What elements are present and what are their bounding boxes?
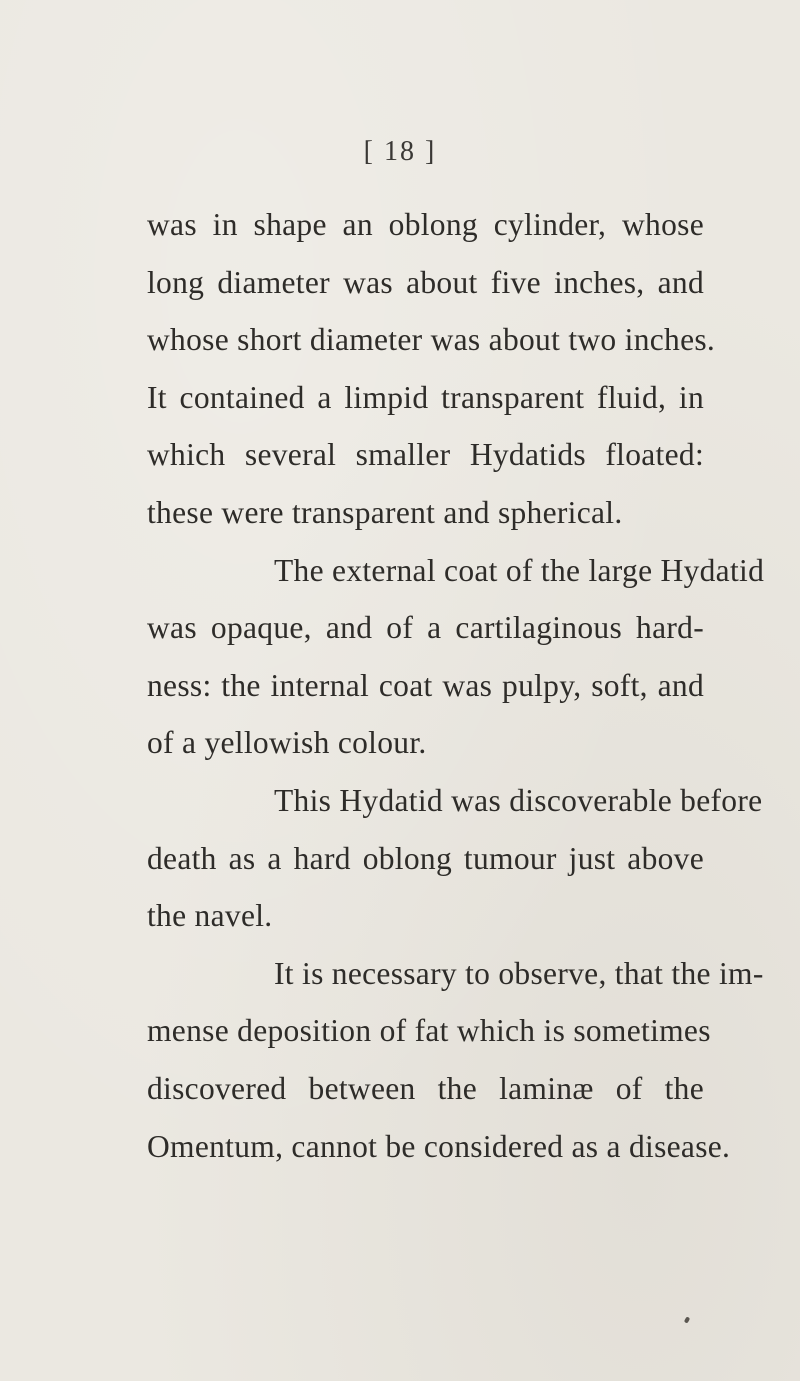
- page-number-header: [ 18 ]: [363, 136, 437, 167]
- text-line: of a yellowish colour.: [147, 725, 427, 761]
- text-line: It is necessary to observe, that the im-: [274, 955, 764, 991]
- paper-speck: [684, 1316, 690, 1323]
- text-line: was opaque, and of a cartilaginous hard-: [147, 610, 704, 646]
- text-line: This Hydatid was discoverable before: [274, 782, 763, 818]
- text-line: was in shape an oblong cylinder, whose: [147, 207, 704, 242]
- text-line: which several smaller Hydatids floated:: [147, 437, 704, 473]
- body-text: [147, 196, 765, 1175]
- text-line: Omentum, cannot be considered as a disease.: [147, 1128, 731, 1164]
- text-line: ness: the internal coat was pulpy, soft, and: [147, 667, 704, 703]
- text-line: the navel.: [147, 898, 273, 934]
- text-line: these were transparent and spherical.: [147, 494, 623, 530]
- text-line: mense deposition of fat which is sometimes: [147, 1013, 711, 1049]
- text-line: death as a hard oblong tumour just above: [147, 840, 704, 876]
- text-line: discovered between the laminæ of the: [147, 1070, 704, 1106]
- text-line: It contained a limpid transparent fluid, in: [147, 379, 704, 415]
- text-line: whose short diameter was about two inches.: [147, 322, 716, 358]
- text-line: long diameter was about five inches, and: [147, 264, 704, 300]
- text-line: The external coat of the large Hydatid: [274, 552, 765, 588]
